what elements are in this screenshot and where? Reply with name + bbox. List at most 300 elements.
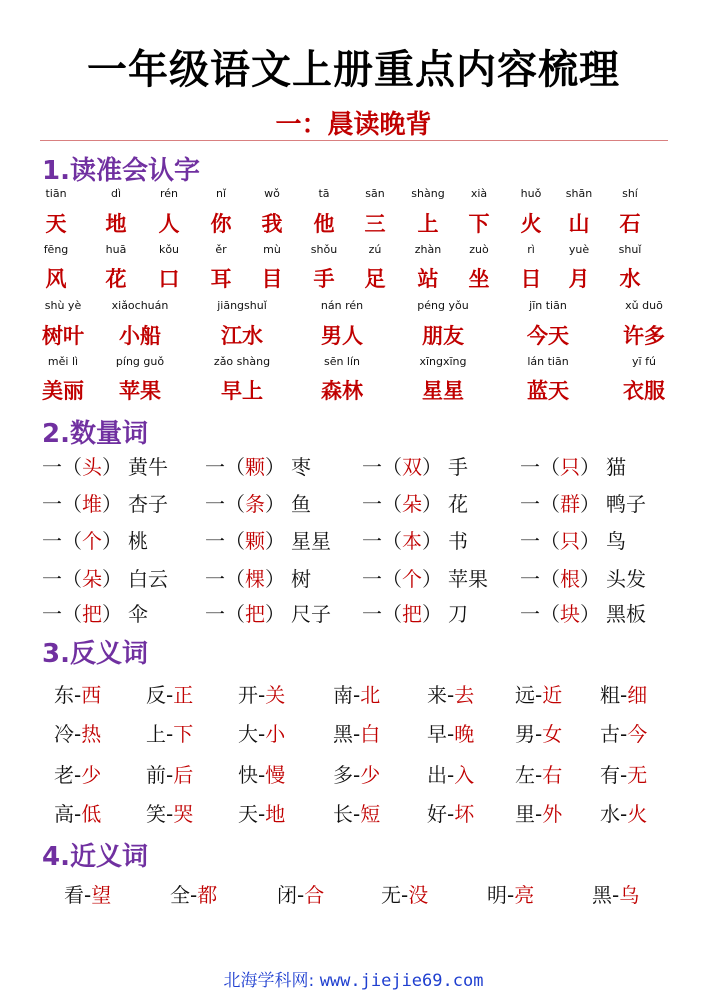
dash: - xyxy=(258,802,266,826)
synonym-pair xyxy=(170,879,217,908)
dash: - xyxy=(507,883,515,907)
word: 高 xyxy=(54,802,74,826)
word: 粗 xyxy=(600,683,620,707)
quantifier-item xyxy=(42,525,148,554)
dash: - xyxy=(535,683,543,707)
character: 朋友 xyxy=(422,324,464,348)
noun: 黄牛 xyxy=(128,455,168,479)
character: 男人 xyxy=(321,324,363,348)
quantifier-item xyxy=(205,598,331,627)
quantifier-item xyxy=(362,598,468,627)
divider xyxy=(40,140,668,141)
character: 我 xyxy=(261,212,283,236)
dash: - xyxy=(612,883,620,907)
word: 快 xyxy=(238,763,258,787)
antonym-row xyxy=(0,759,707,789)
measure-word: 根 xyxy=(560,567,580,591)
pinyin: zǎo shàng xyxy=(213,355,271,368)
similar-word: 没 xyxy=(408,883,429,907)
section-title-synonyms: 4.近义词 xyxy=(42,842,148,872)
quantifier-close: ） xyxy=(580,492,600,516)
character: 日 xyxy=(520,267,542,291)
quantifier-close: ） xyxy=(422,529,442,553)
antonym-pair xyxy=(600,679,647,708)
word: 无 xyxy=(381,883,401,907)
quantifier-item xyxy=(42,488,168,517)
character: 你 xyxy=(210,212,232,236)
quantifier-row xyxy=(0,525,707,555)
similar-word: 望 xyxy=(91,883,112,907)
similar-word: 亮 xyxy=(514,883,535,907)
antonym-pair xyxy=(515,679,562,708)
quantifier-close: ） xyxy=(422,567,442,591)
word: 出 xyxy=(427,763,447,787)
dash: - xyxy=(166,802,174,826)
dash: - xyxy=(353,802,361,826)
quantifier-one: 一（ xyxy=(520,455,560,479)
word: 来 xyxy=(427,683,447,707)
word: 黑 xyxy=(333,722,353,746)
measure-word: 个 xyxy=(402,567,422,591)
quantifier-one: 一（ xyxy=(42,492,82,516)
quantifier-close: ） xyxy=(102,529,122,553)
quantifier-item xyxy=(42,598,148,627)
opposite-word: 西 xyxy=(81,683,102,707)
antonym-pair xyxy=(515,718,562,747)
pinyin: huǒ xyxy=(520,187,542,200)
antonym-pair xyxy=(427,679,474,708)
dash: - xyxy=(74,763,82,787)
measure-word: 只 xyxy=(560,529,580,553)
antonym-pair xyxy=(600,718,647,747)
opposite-word: 外 xyxy=(542,802,563,826)
opposite-word: 北 xyxy=(360,683,381,707)
character: 人 xyxy=(158,212,180,236)
measure-word: 群 xyxy=(560,492,580,516)
opposite-word: 细 xyxy=(627,683,648,707)
opposite-word: 关 xyxy=(265,683,286,707)
pinyin: fēng xyxy=(43,243,69,256)
opposite-word: 去 xyxy=(454,683,475,707)
measure-word: 只 xyxy=(560,455,580,479)
noun: 树 xyxy=(291,567,311,591)
opposite-word: 右 xyxy=(542,763,563,787)
measure-word: 头 xyxy=(82,455,102,479)
antonym-row xyxy=(0,718,707,748)
quantifier-one: 一（ xyxy=(520,529,560,553)
measure-word: 把 xyxy=(245,602,265,626)
character: 今天 xyxy=(527,324,569,348)
character: 水 xyxy=(619,267,641,291)
synonym-pair xyxy=(592,879,639,908)
dash: - xyxy=(258,683,266,707)
quantifier-item xyxy=(205,488,311,517)
pinyin: rén xyxy=(159,187,179,200)
pinyin: píng guǒ xyxy=(115,355,165,368)
quantifier-one: 一（ xyxy=(520,567,560,591)
pinyin: mù xyxy=(263,243,281,256)
pinyin: zú xyxy=(368,243,382,256)
measure-word: 把 xyxy=(402,602,422,626)
measure-word: 个 xyxy=(82,529,102,553)
antonym-row xyxy=(0,798,707,828)
dash: - xyxy=(535,763,543,787)
antonym-pair xyxy=(333,679,380,708)
quantifier-item xyxy=(520,563,646,592)
dash: - xyxy=(297,883,305,907)
dash: - xyxy=(620,763,628,787)
pinyin: jiāngshuǐ xyxy=(217,299,267,312)
pinyin: tā xyxy=(318,187,330,200)
noun: 花 xyxy=(448,492,468,516)
character: 下 xyxy=(468,212,490,236)
character: 他 xyxy=(313,212,335,236)
similar-word: 乌 xyxy=(619,883,640,907)
opposite-word: 少 xyxy=(360,763,381,787)
pinyin: xǔ duō xyxy=(625,299,663,312)
character: 地 xyxy=(105,212,127,236)
word: 有 xyxy=(600,763,620,787)
noun: 鱼 xyxy=(291,492,311,516)
quantifier-row xyxy=(0,563,707,593)
noun: 猫 xyxy=(606,455,626,479)
quantifier-row xyxy=(0,488,707,518)
character: 蓝天 xyxy=(527,379,569,403)
pinyin: ěr xyxy=(215,243,227,256)
quantifier-close: ） xyxy=(265,567,285,591)
character: 足 xyxy=(364,267,386,291)
quantifier-close: ） xyxy=(580,567,600,591)
pinyin: xiǎochuán xyxy=(111,299,169,312)
quantifier-close: ） xyxy=(422,492,442,516)
opposite-word: 下 xyxy=(173,722,194,746)
noun: 鸭子 xyxy=(606,492,646,516)
synonym-pair xyxy=(487,879,534,908)
word: 远 xyxy=(515,683,535,707)
antonym-pair xyxy=(238,759,285,788)
antonym-pair xyxy=(238,798,285,827)
antonym-pair xyxy=(333,718,380,747)
antonym-pair xyxy=(427,759,474,788)
quantifier-item xyxy=(205,563,311,592)
pinyin: shǒu xyxy=(310,243,338,256)
character: 天 xyxy=(45,212,67,236)
dash: - xyxy=(353,722,361,746)
word: 上 xyxy=(146,722,166,746)
pinyin-row xyxy=(0,299,707,319)
measure-word: 条 xyxy=(245,492,265,516)
noun: 白云 xyxy=(128,567,168,591)
opposite-word: 小 xyxy=(265,722,286,746)
character: 苹果 xyxy=(119,379,161,403)
antonym-pair xyxy=(515,759,562,788)
quantifier-close: ） xyxy=(580,602,600,626)
quantifier-one: 一（ xyxy=(520,492,560,516)
word: 左 xyxy=(515,763,535,787)
noun: 星星 xyxy=(291,529,331,553)
antonym-pair xyxy=(333,759,380,788)
pinyin: sān xyxy=(365,187,385,200)
pinyin: péng yǒu xyxy=(417,299,469,312)
section-title-antonyms: 3.反义词 xyxy=(42,639,148,669)
pinyin-row xyxy=(0,243,707,263)
quantifier-item xyxy=(520,488,646,517)
antonym-pair xyxy=(54,798,101,827)
section-title-quantifiers: 2.数量词 xyxy=(42,419,148,449)
synonym-pair xyxy=(277,879,324,908)
quantifier-one: 一（ xyxy=(205,455,245,479)
quantifier-item xyxy=(362,488,468,517)
noun: 苹果 xyxy=(448,567,488,591)
opposite-word: 坏 xyxy=(454,802,475,826)
character: 上 xyxy=(417,212,439,236)
footer-url[interactable]: www.jiejie69.com xyxy=(319,971,484,991)
word: 多 xyxy=(333,763,353,787)
pinyin: shù yè xyxy=(44,299,82,312)
quantifier-item xyxy=(362,525,468,554)
dash: - xyxy=(620,802,628,826)
opposite-word: 正 xyxy=(173,683,194,707)
page-subtitle: 一：晨读晚背 xyxy=(275,110,432,140)
dash: - xyxy=(447,802,455,826)
character: 树叶 xyxy=(42,324,84,348)
antonym-pair xyxy=(427,718,474,747)
pinyin: shí xyxy=(622,187,638,200)
pinyin: yī fú xyxy=(632,355,656,368)
opposite-word: 低 xyxy=(81,802,102,826)
pinyin: kǒu xyxy=(158,243,180,256)
pinyin: tiān xyxy=(45,187,67,200)
synonym-pair xyxy=(64,879,111,908)
character-row xyxy=(0,263,707,291)
dash: - xyxy=(535,722,543,746)
pinyin-row xyxy=(0,187,707,207)
pinyin: shàng xyxy=(411,187,445,200)
dash: - xyxy=(166,722,174,746)
pinyin: shān xyxy=(565,187,593,200)
quantifier-close: ） xyxy=(102,602,122,626)
section-title-reading: 1.读准会认字 xyxy=(42,156,200,186)
pinyin: lán tiān xyxy=(527,355,569,368)
word: 全 xyxy=(170,883,190,907)
dash: - xyxy=(353,683,361,707)
character: 月 xyxy=(568,267,590,291)
noun: 桃 xyxy=(128,529,148,553)
noun: 枣 xyxy=(291,455,311,479)
dash: - xyxy=(535,802,543,826)
measure-word: 颗 xyxy=(245,529,265,553)
measure-word: 双 xyxy=(402,455,422,479)
word: 东 xyxy=(54,683,74,707)
quantifier-item xyxy=(205,451,311,480)
quantifier-one: 一（ xyxy=(205,567,245,591)
opposite-word: 无 xyxy=(627,763,648,787)
character: 江水 xyxy=(221,324,263,348)
quantifier-close: ） xyxy=(102,567,122,591)
pinyin: xīngxīng xyxy=(419,355,467,368)
character: 山 xyxy=(568,212,590,236)
quantifier-item xyxy=(362,563,488,592)
quantifier-close: ） xyxy=(580,455,600,479)
opposite-word: 后 xyxy=(173,763,194,787)
word: 闭 xyxy=(277,883,297,907)
pinyin: xià xyxy=(470,187,488,200)
quantifier-row xyxy=(0,451,707,481)
noun: 黑板 xyxy=(606,602,646,626)
antonym-pair xyxy=(146,759,193,788)
opposite-word: 白 xyxy=(360,722,381,746)
word: 笑 xyxy=(146,802,166,826)
dash: - xyxy=(190,883,198,907)
opposite-word: 火 xyxy=(627,802,648,826)
antonym-pair xyxy=(333,798,380,827)
antonym-pair xyxy=(146,798,193,827)
dash: - xyxy=(447,683,455,707)
dash: - xyxy=(74,683,82,707)
word: 前 xyxy=(146,763,166,787)
measure-word: 棵 xyxy=(245,567,265,591)
pinyin-row xyxy=(0,355,707,375)
quantifier-row xyxy=(0,598,707,628)
word: 长 xyxy=(333,802,353,826)
quantifier-one: 一（ xyxy=(42,602,82,626)
character: 站 xyxy=(417,267,439,291)
opposite-word: 少 xyxy=(81,763,102,787)
quantifier-one: 一（ xyxy=(205,492,245,516)
noun: 手 xyxy=(448,455,468,479)
character-row xyxy=(0,320,707,348)
character: 耳 xyxy=(210,267,232,291)
character-row xyxy=(0,208,707,236)
character: 手 xyxy=(313,267,335,291)
word: 老 xyxy=(54,763,74,787)
character: 石 xyxy=(619,212,641,236)
pinyin: zhàn xyxy=(414,243,442,256)
pinyin: jīn tiān xyxy=(529,299,567,312)
antonym-pair xyxy=(515,798,562,827)
similar-word: 合 xyxy=(304,883,325,907)
quantifier-item xyxy=(205,525,331,554)
word: 古 xyxy=(600,722,620,746)
pinyin: zuò xyxy=(469,243,489,256)
quantifier-close: ） xyxy=(265,455,285,479)
pinyin: sēn lín xyxy=(323,355,361,368)
quantifier-one: 一（ xyxy=(520,602,560,626)
quantifier-item xyxy=(362,451,468,480)
quantifier-close: ） xyxy=(580,529,600,553)
dash: - xyxy=(258,722,266,746)
pinyin: nǐ xyxy=(215,187,227,200)
quantifier-close: ） xyxy=(422,455,442,479)
quantifier-one: 一（ xyxy=(362,492,402,516)
word: 大 xyxy=(238,722,258,746)
noun: 杏子 xyxy=(128,492,168,516)
opposite-word: 慢 xyxy=(265,763,286,787)
antonym-pair xyxy=(238,718,285,747)
noun: 鸟 xyxy=(606,529,626,553)
character: 火 xyxy=(520,212,542,236)
noun: 尺子 xyxy=(291,602,331,626)
antonym-pair xyxy=(54,679,101,708)
word: 男 xyxy=(515,722,535,746)
quantifier-item xyxy=(520,598,646,627)
quantifier-close: ） xyxy=(265,529,285,553)
measure-word: 朵 xyxy=(82,567,102,591)
measure-word: 把 xyxy=(82,602,102,626)
word: 冷 xyxy=(54,722,74,746)
word: 里 xyxy=(515,802,535,826)
character: 风 xyxy=(45,267,67,291)
word: 开 xyxy=(238,683,258,707)
page-title: 一年级语文上册重点内容梳理 xyxy=(87,47,620,93)
opposite-word: 热 xyxy=(81,722,102,746)
quantifier-item xyxy=(42,451,168,480)
opposite-word: 入 xyxy=(454,763,475,787)
similar-word: 都 xyxy=(197,883,218,907)
word: 黑 xyxy=(592,883,612,907)
antonym-pair xyxy=(54,759,101,788)
word: 水 xyxy=(600,802,620,826)
character-row xyxy=(0,375,707,403)
measure-word: 颗 xyxy=(245,455,265,479)
character: 星星 xyxy=(422,379,464,403)
quantifier-close: ） xyxy=(265,492,285,516)
character: 美丽 xyxy=(42,379,84,403)
synonym-row xyxy=(0,879,707,909)
pinyin: wǒ xyxy=(264,187,280,200)
footer-label: 北海学科网: xyxy=(223,971,320,991)
dash: - xyxy=(620,683,628,707)
pinyin: dì xyxy=(110,187,122,200)
opposite-word: 晚 xyxy=(454,722,475,746)
dash: - xyxy=(166,683,174,707)
opposite-word: 短 xyxy=(360,802,381,826)
antonym-row xyxy=(0,679,707,709)
measure-word: 堆 xyxy=(82,492,102,516)
character: 口 xyxy=(158,267,180,291)
word: 好 xyxy=(427,802,447,826)
noun: 头发 xyxy=(606,567,646,591)
quantifier-close: ） xyxy=(265,602,285,626)
opposite-word: 今 xyxy=(627,722,648,746)
pinyin: shuǐ xyxy=(618,243,642,256)
dash: - xyxy=(447,763,455,787)
antonym-pair xyxy=(146,679,193,708)
dash: - xyxy=(74,722,82,746)
word: 看 xyxy=(64,883,84,907)
pinyin: huā xyxy=(105,243,127,256)
noun: 伞 xyxy=(128,602,148,626)
pinyin: rì xyxy=(527,243,535,256)
quantifier-one: 一（ xyxy=(362,529,402,553)
character: 小船 xyxy=(119,324,161,348)
character: 早上 xyxy=(221,379,263,403)
antonym-pair xyxy=(238,679,285,708)
antonym-pair xyxy=(146,718,193,747)
quantifier-one: 一（ xyxy=(362,602,402,626)
quantifier-close: ） xyxy=(102,492,122,516)
antonym-pair xyxy=(600,798,647,827)
dash: - xyxy=(401,883,409,907)
character: 三 xyxy=(364,212,386,236)
noun: 刀 xyxy=(448,602,468,626)
word: 明 xyxy=(487,883,507,907)
character: 许多 xyxy=(623,324,665,348)
dash: - xyxy=(620,722,628,746)
character: 花 xyxy=(105,267,127,291)
dash: - xyxy=(447,722,455,746)
quantifier-close: ） xyxy=(102,455,122,479)
